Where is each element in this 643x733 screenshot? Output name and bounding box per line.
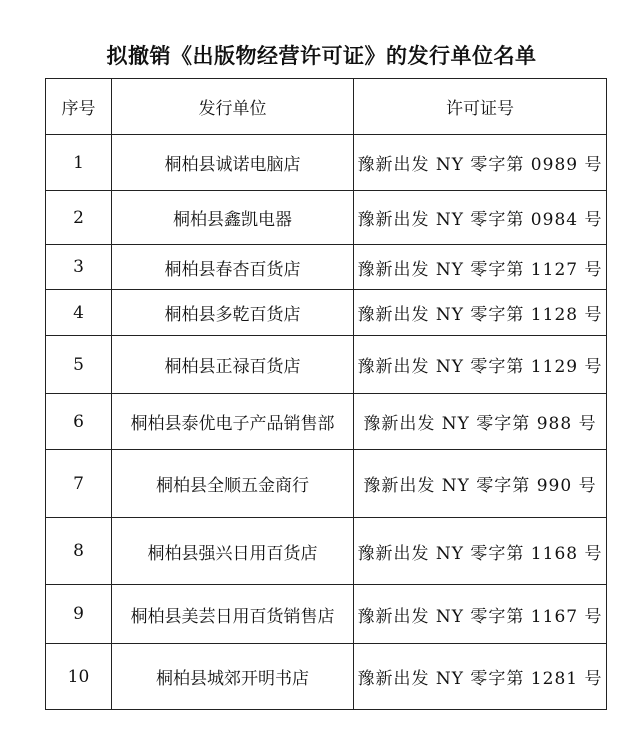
cell-serial-number: 10: [46, 644, 112, 710]
table-row: [46, 245, 607, 290]
table-row: [46, 518, 607, 585]
cell-license-number: 豫新出发 NY 零字第 1281 号: [354, 644, 607, 710]
cell-serial-number: 1: [46, 135, 112, 191]
cell-license-number: 豫新出发 NY 零字第 1127 号: [354, 245, 607, 290]
cell-license-number: 豫新出发 NY 零字第 0989 号: [354, 135, 607, 191]
cell-serial-number: 7: [46, 450, 112, 518]
cell-serial-number: 5: [46, 336, 112, 394]
cell-issuing-unit: 桐柏县全顺五金商行: [112, 450, 354, 518]
document-title: 拟撤销《出版物经营许可证》的发行单位名单: [106, 44, 537, 68]
license-table: [45, 78, 607, 710]
cell-serial-number: 8: [46, 518, 112, 585]
table-row: [46, 394, 607, 450]
cell-serial-number: 3: [46, 245, 112, 290]
cell-issuing-unit: 桐柏县泰优电子产品销售部: [112, 394, 354, 450]
table-row: [46, 644, 607, 710]
cell-license-number: 豫新出发 NY 零字第 990 号: [354, 450, 607, 518]
cell-issuing-unit: 桐柏县正禄百货店: [112, 336, 354, 394]
header-serial-number: 序号: [46, 79, 112, 135]
cell-issuing-unit: 桐柏县春杏百货店: [112, 245, 354, 290]
table-row: [46, 336, 607, 394]
cell-issuing-unit: 桐柏县强兴日用百货店: [112, 518, 354, 585]
cell-serial-number: 9: [46, 585, 112, 644]
cell-issuing-unit: 桐柏县多乾百货店: [112, 290, 354, 336]
cell-license-number: 豫新出发 NY 零字第 1167 号: [354, 585, 607, 644]
header-issuing-unit: 发行单位: [112, 79, 354, 135]
cell-license-number: 豫新出发 NY 零字第 988 号: [354, 394, 607, 450]
table-header-row: [46, 79, 607, 135]
cell-issuing-unit: 桐柏县城郊开明书店: [112, 644, 354, 710]
cell-license-number: 豫新出发 NY 零字第 1129 号: [354, 336, 607, 394]
cell-serial-number: 6: [46, 394, 112, 450]
table-row: [46, 450, 607, 518]
cell-license-number: 豫新出发 NY 零字第 1128 号: [354, 290, 607, 336]
cell-license-number: 豫新出发 NY 零字第 1168 号: [354, 518, 607, 585]
cell-serial-number: 4: [46, 290, 112, 336]
table-row: [46, 135, 607, 191]
cell-issuing-unit: 桐柏县鑫凯电器: [112, 191, 354, 245]
cell-issuing-unit: 桐柏县诚诺电脑店: [112, 135, 354, 191]
header-license-number: 许可证号: [354, 79, 607, 135]
cell-license-number: 豫新出发 NY 零字第 0984 号: [354, 191, 607, 245]
cell-issuing-unit: 桐柏县美芸日用百货销售店: [112, 585, 354, 644]
cell-serial-number: 2: [46, 191, 112, 245]
table-row: [46, 191, 607, 245]
table-row: [46, 290, 607, 336]
table-row: [46, 585, 607, 644]
